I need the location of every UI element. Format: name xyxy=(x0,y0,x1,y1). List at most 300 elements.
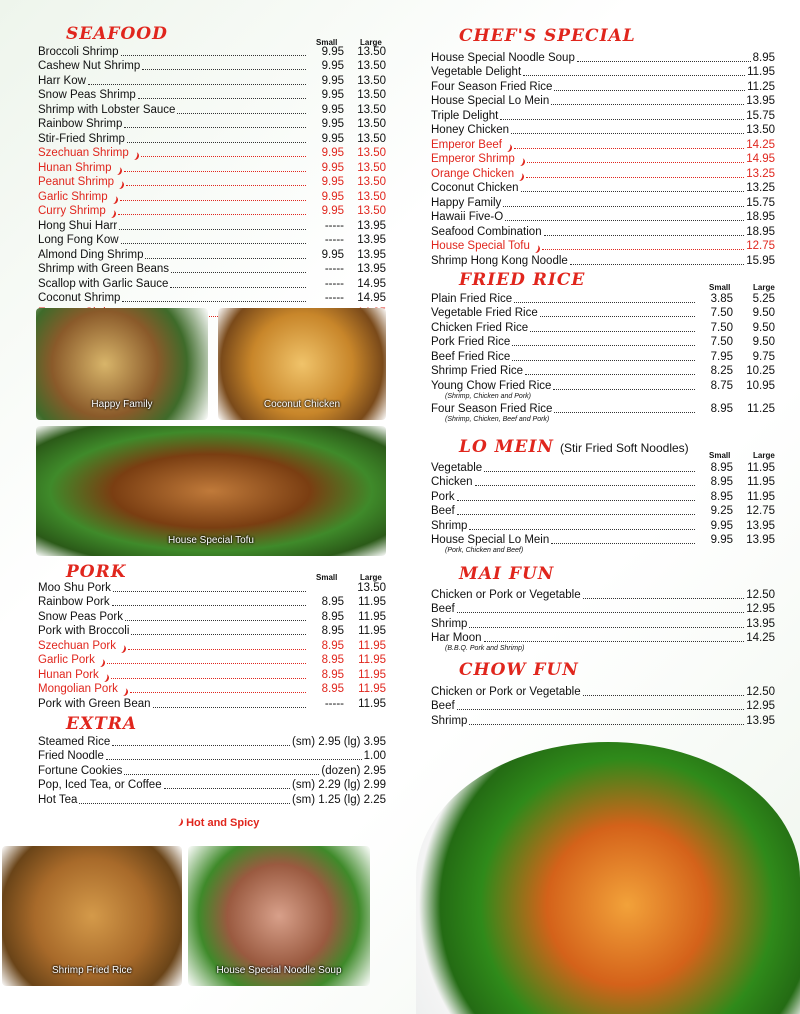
item-name: Coconut Shrimp xyxy=(38,292,121,304)
item-large-price: 13.50 xyxy=(357,176,386,188)
menu-item-row xyxy=(38,218,386,233)
dot-leader xyxy=(128,649,306,650)
lo-mein-title-text: LO MEIN xyxy=(459,437,554,457)
item-name: Young Chow Fried Rice xyxy=(431,379,552,392)
item-price: 11.25 xyxy=(747,80,775,93)
menu-item-row xyxy=(38,682,386,697)
item-name: Hawaii Five-O xyxy=(431,211,504,223)
item-name: Curry Shrimp xyxy=(38,205,106,217)
item-large-price: 11.95 xyxy=(358,596,386,608)
menu-item-row xyxy=(431,475,775,490)
item-large-price: 11.95 xyxy=(747,476,775,488)
seafood-title: SEAFOOD xyxy=(66,24,168,44)
dot-leader xyxy=(469,529,695,530)
item-large-price: 9.50 xyxy=(752,336,775,348)
item-price: 13.95 xyxy=(746,714,775,727)
dot-leader xyxy=(484,641,745,642)
item-price: (sm) 1.25 (lg) 2.25 xyxy=(292,793,386,806)
item-name: Moo Shu Pork xyxy=(38,581,111,594)
house-special-tofu-photo xyxy=(36,426,386,556)
item-large-price: 13.95 xyxy=(746,519,775,532)
item-note: (Pork, Chicken and Beef) xyxy=(445,547,524,554)
item-large-price: 10.25 xyxy=(746,365,775,377)
item-small-price: 8.95 xyxy=(710,461,733,474)
item-small-price: 9.95 xyxy=(321,205,344,217)
orange-chicken-photo xyxy=(416,742,800,1014)
item-name: Fried Noodle xyxy=(38,750,104,762)
item-large-price: 14.95 xyxy=(357,277,386,290)
menu-item-row xyxy=(431,94,775,109)
item-name: House Special Tofu xyxy=(431,240,530,252)
item-large-price: 9.50 xyxy=(752,321,775,334)
item-name: Peanut Shrimp xyxy=(38,176,115,188)
dot-leader xyxy=(457,612,745,613)
item-price: 14.25 xyxy=(746,138,775,151)
item-small-price: ----- xyxy=(324,697,344,710)
item-name: Szechuan Shrimp xyxy=(38,147,129,159)
item-small-price: ----- xyxy=(324,219,344,232)
item-small-price: 9.95 xyxy=(321,161,344,174)
item-name: Hong Shui Harr xyxy=(38,219,118,232)
item-name: Pork with Broccoli xyxy=(38,625,130,637)
item-large-price: 13.50 xyxy=(357,190,386,203)
item-price: (sm) 2.29 (lg) 2.99 xyxy=(292,779,386,791)
item-large-price: 11.25 xyxy=(747,403,775,415)
item-small-price: 8.75 xyxy=(710,379,733,392)
fried-rice-small-header: Small xyxy=(709,283,731,292)
dot-leader xyxy=(512,360,695,361)
menu-item-row xyxy=(431,224,775,239)
item-small-price: 8.95 xyxy=(321,625,344,637)
item-name: House Special Noodle Soup xyxy=(431,51,575,64)
mai-fun-list xyxy=(431,587,775,654)
dot-leader xyxy=(457,709,745,710)
menu-item-row xyxy=(38,276,386,291)
fried-rice-large-header: Large xyxy=(753,283,775,292)
seafood-large-header: Large xyxy=(360,38,382,47)
item-name: Shrimp xyxy=(431,519,468,532)
item-name: Rainbow Pork xyxy=(38,596,110,608)
item-small-price: 8.95 xyxy=(321,596,344,608)
item-name: Pork with Green Bean xyxy=(38,697,151,710)
item-name: Hunan Pork xyxy=(38,668,99,681)
menu-item-row xyxy=(38,749,386,764)
item-price: 12.75 xyxy=(746,240,775,252)
item-small-price: 9.25 xyxy=(710,505,733,517)
menu-item-row xyxy=(431,378,775,393)
dot-leader xyxy=(523,75,745,76)
menu-item-row xyxy=(38,667,386,682)
item-large-price: 13.50 xyxy=(357,74,386,87)
dot-leader xyxy=(527,162,745,163)
item-small-price: 8.95 xyxy=(710,403,733,415)
item-small-price: 8.95 xyxy=(710,476,733,488)
mai-fun-title: MAI FUN xyxy=(459,564,555,584)
dot-leader xyxy=(177,113,306,114)
item-price: 1.00 xyxy=(363,750,386,762)
item-name: Chicken or Pork or Vegetable xyxy=(431,588,581,601)
pork-title: PORK xyxy=(66,562,127,582)
item-large-price: 11.95 xyxy=(358,639,386,652)
menu-item-row xyxy=(431,364,775,379)
item-large-price: 13.50 xyxy=(357,89,386,101)
item-name: Four Season Fried Rice xyxy=(431,80,553,93)
item-price: 11.95 xyxy=(747,66,775,78)
lo-mein-small-header: Small xyxy=(709,451,731,460)
dot-leader xyxy=(127,142,306,143)
menu-item-row xyxy=(431,79,775,94)
dot-leader xyxy=(530,331,695,332)
menu-item-row xyxy=(431,518,775,533)
menu-item-row xyxy=(38,247,386,262)
item-small-price: 9.95 xyxy=(321,45,344,58)
seafood-list xyxy=(38,44,386,320)
item-price: 13.95 xyxy=(746,95,775,107)
dot-leader xyxy=(457,500,695,501)
item-name: Rainbow Shrimp xyxy=(38,118,123,130)
coconut-chicken-photo xyxy=(218,308,386,420)
menu-item-row xyxy=(38,204,386,219)
chefs-special-title: CHEF'S SPECIAL xyxy=(459,26,636,46)
item-price: 13.50 xyxy=(746,124,775,136)
item-small-price: 9.95 xyxy=(710,534,733,546)
menu-item-row xyxy=(38,291,386,306)
menu-item-row xyxy=(38,59,386,74)
dot-leader xyxy=(521,191,745,192)
dot-leader xyxy=(121,55,306,56)
dot-leader xyxy=(170,287,306,288)
item-small-price: 8.95 xyxy=(710,490,733,503)
menu-item-row xyxy=(38,624,386,639)
item-price: 12.95 xyxy=(746,700,775,712)
item-name: Steamed Rice xyxy=(38,735,111,748)
seafood-small-header: Small xyxy=(316,38,338,47)
item-name: Four Season Fried Rice xyxy=(431,403,553,415)
coconut-chicken-caption: Coconut Chicken xyxy=(263,399,341,410)
happy-family-photo xyxy=(36,308,208,420)
item-name: Szechuan Pork xyxy=(38,639,116,652)
item-large-price: 11.95 xyxy=(747,490,775,503)
item-large-price: 14.95 xyxy=(357,292,386,304)
item-name: Beef xyxy=(431,603,455,615)
menu-item-row xyxy=(431,239,775,254)
item-small-price: 8.95 xyxy=(321,654,344,666)
item-large-price: 13.50 xyxy=(357,45,386,58)
dot-leader xyxy=(112,605,306,606)
item-price: 12.50 xyxy=(746,588,775,601)
item-name: Shrimp xyxy=(431,714,468,727)
dot-leader xyxy=(514,302,695,303)
item-large-price: 13.50 xyxy=(357,132,386,145)
item-name: Pork Fried Rice xyxy=(431,336,511,348)
dot-leader xyxy=(124,171,306,172)
item-small-price: 9.95 xyxy=(710,519,733,532)
item-name: Long Fong Kow xyxy=(38,234,119,246)
item-note: (B.B.Q. Pork and Shrimp) xyxy=(445,645,525,652)
item-name: Pork xyxy=(431,490,455,503)
item-name: Garlic Pork xyxy=(38,654,95,666)
shrimp-fried-rice-photo xyxy=(2,846,182,986)
item-small-price: 8.95 xyxy=(321,610,344,623)
dot-leader xyxy=(120,200,306,201)
dot-leader xyxy=(141,156,306,157)
dot-leader xyxy=(138,98,306,99)
item-name: Plain Fried Rice xyxy=(431,292,513,305)
dot-leader xyxy=(554,90,745,91)
item-name: Beef xyxy=(431,505,455,517)
item-small-price: 9.95 xyxy=(321,74,344,87)
menu-item-row xyxy=(431,631,775,646)
menu-item-row xyxy=(431,306,775,321)
dot-leader xyxy=(124,127,306,128)
item-name: Orange Chicken xyxy=(431,167,515,180)
dot-leader xyxy=(540,316,695,317)
item-large-price: 13.95 xyxy=(357,219,386,232)
item-name: Shrimp with Lobster Sauce xyxy=(38,103,176,116)
item-name: Coconut Chicken xyxy=(431,182,519,194)
dot-leader xyxy=(164,788,290,789)
menu-item-row xyxy=(38,778,386,793)
item-price: 12.95 xyxy=(746,603,775,615)
dot-leader xyxy=(577,61,751,62)
menu-item-row xyxy=(431,166,775,181)
menu-item-row xyxy=(38,792,386,807)
dot-leader xyxy=(553,389,695,390)
item-small-price: 7.50 xyxy=(710,307,733,319)
item-small-price: 8.95 xyxy=(321,683,344,695)
dot-leader xyxy=(107,663,306,664)
lo-mein-list xyxy=(431,460,775,556)
item-price: 15.75 xyxy=(746,196,775,209)
dot-leader xyxy=(554,412,695,413)
hot-spicy-legend-text: Hot and Spicy xyxy=(186,817,260,829)
fried-rice-list xyxy=(431,291,775,425)
lo-mein-large-header: Large xyxy=(753,451,775,460)
chefs-special-list xyxy=(431,50,775,268)
dot-leader xyxy=(131,634,306,635)
item-small-price: 7.95 xyxy=(710,350,733,363)
menu-item-row xyxy=(38,262,386,277)
menu-item-row xyxy=(38,638,386,653)
item-price: 12.50 xyxy=(746,685,775,698)
item-large-price: 12.75 xyxy=(746,505,775,517)
menu-item-row xyxy=(38,102,386,117)
dot-leader xyxy=(106,759,362,760)
menu-item-row xyxy=(431,123,775,138)
item-small-price: ----- xyxy=(324,263,344,275)
dot-leader xyxy=(79,803,290,804)
item-small-price: 9.95 xyxy=(321,176,344,188)
item-large-price: 9.50 xyxy=(752,307,775,319)
item-large-price: 11.95 xyxy=(358,683,386,695)
dot-leader xyxy=(457,514,695,515)
item-name: Honey Chicken xyxy=(431,124,509,136)
fried-rice-title: FRIED RICE xyxy=(459,270,586,290)
item-small-price: 9.95 xyxy=(321,89,344,101)
item-note: (Shrimp, Chicken and Pork) xyxy=(445,392,531,400)
item-small-price: 9.95 xyxy=(321,118,344,130)
item-small-price: ----- xyxy=(324,234,344,246)
item-note: (Shrimp, Chicken, Beef and Pork) xyxy=(445,416,550,423)
item-name: Beef Fried Rice xyxy=(431,350,511,363)
item-large-price: 11.95 xyxy=(358,654,386,666)
item-name: Garlic Shrimp xyxy=(38,190,108,203)
chow-fun-title: CHOW FUN xyxy=(459,660,579,680)
item-small-price: 9.95 xyxy=(321,60,344,72)
dot-leader xyxy=(88,84,306,85)
item-large-price: 13.50 xyxy=(357,205,386,217)
menu-item-row xyxy=(431,291,775,306)
item-name: Happy Family xyxy=(431,196,502,209)
menu-item-row xyxy=(431,108,775,123)
item-price: 15.75 xyxy=(746,109,775,122)
dot-leader xyxy=(469,627,744,628)
item-large-price: 5.25 xyxy=(752,292,775,305)
item-price: 18.95 xyxy=(746,225,775,238)
item-name: Emperor Shrimp xyxy=(431,153,515,165)
menu-item-row xyxy=(431,616,775,631)
menu-item-row xyxy=(431,713,775,728)
item-large-price: 13.50 xyxy=(357,103,386,116)
dot-leader xyxy=(153,707,306,708)
item-price: 8.95 xyxy=(752,51,775,64)
item-small-price: 7.50 xyxy=(710,336,733,348)
menu-item-row xyxy=(38,146,386,161)
item-large-price: 10.95 xyxy=(746,379,775,392)
item-name: Emperor Beef xyxy=(431,138,502,151)
dot-leader xyxy=(551,104,744,105)
menu-item-row xyxy=(431,699,775,714)
menu-item-row xyxy=(38,189,386,204)
item-name: Triple Delight xyxy=(431,109,499,122)
item-small-price: 7.50 xyxy=(710,321,733,334)
dot-leader xyxy=(544,235,745,236)
menu-item-row xyxy=(38,763,386,778)
item-large-price: 13.95 xyxy=(357,234,386,246)
item-price: 15.95 xyxy=(746,254,775,267)
dot-leader xyxy=(526,177,744,178)
item-price: 13.95 xyxy=(746,617,775,630)
item-name: Fortune Cookies xyxy=(38,764,123,777)
menu-item-row xyxy=(431,335,775,350)
menu-item-row xyxy=(431,402,775,417)
house-special-noodle-soup-photo xyxy=(188,846,370,986)
dot-leader xyxy=(512,345,695,346)
item-large-price: 9.75 xyxy=(752,350,775,363)
menu-item-row xyxy=(38,73,386,88)
extra-list xyxy=(38,734,386,807)
menu-item-row xyxy=(431,504,775,519)
item-name: Cashew Nut Shrimp xyxy=(38,60,141,72)
item-price: 14.25 xyxy=(746,632,775,644)
item-name: Hunan Shrimp xyxy=(38,161,112,174)
item-large-price: 13.50 xyxy=(357,60,386,72)
pork-small-header: Small xyxy=(316,573,338,582)
item-large-price: 13.50 xyxy=(357,581,386,594)
item-name: Mongolian Pork xyxy=(38,683,118,695)
item-large-price: 13.50 xyxy=(357,147,386,159)
menu-item-row xyxy=(431,489,775,504)
dot-leader xyxy=(119,229,306,230)
menu-item-row xyxy=(38,117,386,132)
dot-leader xyxy=(112,745,290,746)
item-small-price: 8.95 xyxy=(321,639,344,652)
menu-item-row xyxy=(38,88,386,103)
menu-item-row xyxy=(431,152,775,167)
pork-large-header: Large xyxy=(360,573,382,582)
menu-item-row xyxy=(431,533,775,548)
item-name: Shrimp xyxy=(431,617,468,630)
dot-leader xyxy=(500,119,744,120)
item-name: Scallop with Garlic Sauce xyxy=(38,277,169,290)
menu-item-row xyxy=(38,131,386,146)
dot-leader xyxy=(122,301,306,302)
item-name: Shrimp Hong Kong Noodle xyxy=(431,254,568,267)
item-price: 13.25 xyxy=(746,167,775,180)
item-large-price: 13.95 xyxy=(746,534,775,546)
lo-mein-subtitle: (Stir Fried Soft Noodles) xyxy=(559,441,689,455)
item-large-price: 11.95 xyxy=(358,668,386,681)
item-large-price: 13.50 xyxy=(357,161,386,174)
menu-item-row xyxy=(38,696,386,711)
menu-item-row xyxy=(431,50,775,65)
dot-leader xyxy=(118,214,306,215)
house-special-tofu-caption: House Special Tofu xyxy=(168,535,254,546)
item-large-price: 11.95 xyxy=(358,697,386,710)
item-small-price: ----- xyxy=(324,292,344,304)
dot-leader xyxy=(514,148,744,149)
menu-item-row xyxy=(431,349,775,364)
item-name: Beef xyxy=(431,700,455,712)
item-large-price: 13.50 xyxy=(357,118,386,130)
item-small-price: 9.95 xyxy=(321,190,344,203)
item-name: Hot Tea xyxy=(38,793,78,806)
chili-pepper-icon xyxy=(175,817,184,827)
hot-spicy-legend xyxy=(173,817,259,829)
menu-item-row xyxy=(38,44,386,59)
dot-leader xyxy=(125,620,306,621)
item-small-price: 9.95 xyxy=(321,147,344,159)
dot-leader xyxy=(145,258,306,259)
dot-leader xyxy=(570,264,744,265)
dot-leader xyxy=(130,692,306,693)
happy-family-caption: Happy Family xyxy=(91,399,153,410)
item-name: Harr Kow xyxy=(38,74,86,87)
item-small-price: 8.25 xyxy=(710,365,733,377)
dot-leader xyxy=(142,69,306,70)
dot-leader xyxy=(124,774,319,775)
menu-item-row xyxy=(38,609,386,624)
dot-leader xyxy=(551,543,695,544)
menu-item-row xyxy=(431,253,775,268)
menu-item-row xyxy=(38,175,386,190)
item-name: Pop, Iced Tea, or Coffee xyxy=(38,779,162,791)
item-price: (sm) 2.95 (lg) 3.95 xyxy=(292,735,386,748)
dot-leader xyxy=(484,471,695,472)
menu-item-row xyxy=(431,195,775,210)
item-small-price: ----- xyxy=(324,277,344,290)
dot-leader xyxy=(111,678,306,679)
item-large-price: 13.95 xyxy=(357,263,386,275)
item-name: Almond Ding Shrimp xyxy=(38,248,144,261)
dot-leader xyxy=(542,249,744,250)
menu-item-row xyxy=(431,460,775,475)
menu-item-row xyxy=(38,595,386,610)
house-special-noodle-soup-caption: House Special Noodle Soup xyxy=(216,965,342,976)
item-name: Har Moon xyxy=(431,632,482,644)
dot-leader xyxy=(171,272,306,273)
item-small-price: 9.95 xyxy=(321,248,344,261)
